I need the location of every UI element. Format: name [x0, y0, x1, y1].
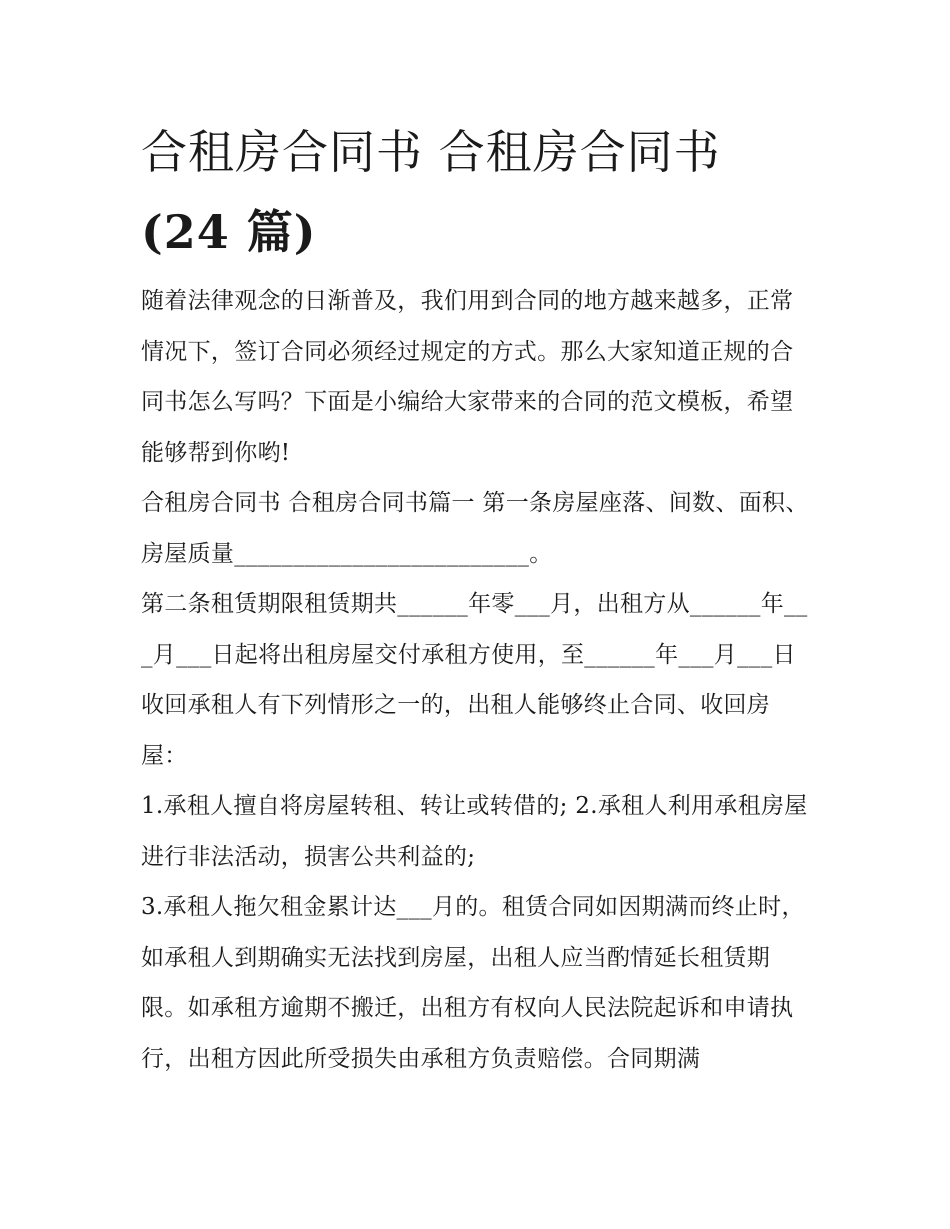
intro-paragraph: 随着法律观念的日渐普及，我们用到合同的地方越来越多，正常情况下，签订合同必须经过规定的方式。那么大家知道正规的合同书怎么写吗？下面是小编给大家带来的合同的范文模板，希望能够帮到你哟!: [141, 288, 794, 466]
termination-items-paragraph: 1.承租人擅自将房屋转租、转让或转借的; 2.承租人利用承租房屋进行非法活动，损害公共利益的;: [141, 793, 808, 870]
document-title-line2: (24 篇): [141, 205, 317, 259]
document-title-line1: 合租房合同书 合租房合同书: [141, 125, 721, 179]
clause-two-paragraph: 第二条租赁期限租赁期共______年零___月，出租方从______年___月___日起将出租房屋交付承租方使用，至______年___月___日收回承租人有下列情形之一的，出租人能够终止合同、收回房屋：: [141, 591, 808, 769]
clause-one-paragraph: 合租房合同书 合租房合同书篇一 第一条房屋座落、间数、面积、房屋质量_________________________。: [141, 490, 809, 567]
termination-item-three-paragraph: 3.承租人拖欠租金累计达___月的。租赁合同如因期满而终止时，如承租人到期确实无法找到房屋，出租人应当酌情延长租赁期限。如承租方逾期不搬迁，出租方有权向人民法院起诉和申请执行，出租方因此所受损失由承租方负责赔偿。合同期满: [141, 894, 805, 1072]
document-title: [141, 112, 821, 272]
document-body: [141, 276, 813, 1084]
